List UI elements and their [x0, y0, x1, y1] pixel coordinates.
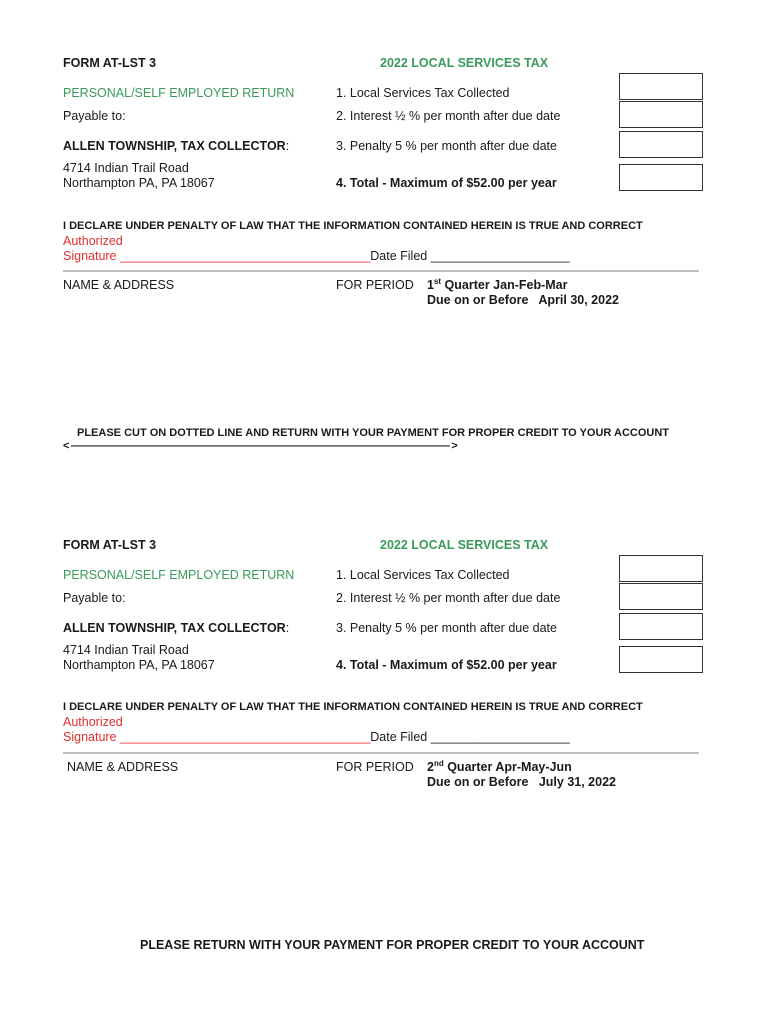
quarter-label: [427, 278, 568, 292]
due-label: Due on or Before: [427, 775, 529, 789]
date-filed-label: Date Filed ____________________: [370, 730, 570, 744]
line-4-label: 4. Total - Maximum of $52.00 per year: [336, 176, 557, 190]
collector-name: [63, 621, 289, 635]
line-3-label: 3. Penalty 5 % per month after due date: [336, 139, 557, 153]
quarter-text: Quarter Apr-May-Jun: [443, 760, 572, 774]
authorized-label: Authorized: [63, 234, 123, 248]
tax-collected-field[interactable]: [619, 555, 703, 582]
quarter-number: 2: [427, 760, 434, 774]
quarter-text: Quarter Jan-Feb-Mar: [441, 278, 568, 292]
return-type: PERSONAL/SELF EMPLOYED RETURN: [63, 86, 295, 100]
cut-line: < –––––––––––––––––––––––––––––––––––––––––––––––––––––––––––––––––––––––––– >: [63, 440, 457, 452]
for-period-label: FOR PERIOD: [336, 278, 414, 292]
signature-label: Signature ____________________________________: [63, 730, 371, 744]
authorized-label: Authorized: [63, 715, 123, 729]
quarter-suffix: nd: [433, 758, 444, 768]
for-period-label: FOR PERIOD: [336, 760, 414, 774]
line-2-label: 2. Interest ½ % per month after due date: [336, 109, 561, 123]
collector-name: [63, 139, 289, 153]
due-label: Due on or Before: [427, 293, 529, 307]
form-code: FORM AT-LST 3: [63, 56, 157, 70]
quarter-label: [427, 760, 572, 774]
collector-colon: :: [285, 621, 290, 635]
interest-field[interactable]: [619, 101, 703, 128]
address-line-1: 4714 Indian Trail Road: [63, 161, 189, 175]
line-4-label: 4. Total - Maximum of $52.00 per year: [336, 658, 557, 672]
form-code: FORM AT-LST 3: [63, 538, 157, 552]
signature-line[interactable]: [63, 730, 570, 744]
collector-name-text: ALLEN TOWNSHIP, TAX COLLECTOR: [63, 139, 286, 153]
payable-to-label: Payable to:: [63, 109, 126, 123]
total-field[interactable]: [619, 164, 703, 191]
line-1-label: 1. Local Services Tax Collected: [336, 86, 510, 100]
payable-to-label: Payable to:: [63, 591, 126, 605]
interest-field[interactable]: [619, 583, 703, 610]
line-1-label: 1. Local Services Tax Collected: [336, 568, 510, 582]
name-address-label: NAME & ADDRESS: [63, 278, 175, 292]
address-line-1: 4714 Indian Trail Road: [63, 643, 189, 657]
tax-collected-field[interactable]: [619, 73, 703, 100]
divider: [63, 270, 699, 272]
divider: [63, 752, 699, 754]
due-date: July 31, 2022: [538, 775, 616, 789]
collector-name-text: ALLEN TOWNSHIP, TAX COLLECTOR: [63, 621, 286, 635]
penalty-field[interactable]: [619, 131, 703, 158]
footer-instruction: PLEASE RETURN WITH YOUR PAYMENT FOR PROPER CREDIT TO YOUR ACCOUNT: [140, 938, 645, 952]
penalty-field[interactable]: [619, 613, 703, 640]
name-address-label: NAME & ADDRESS: [67, 760, 179, 774]
due-date: April 30, 2022: [538, 293, 619, 307]
date-filed-label: Date Filed ____________________: [370, 249, 570, 263]
cut-instruction: PLEASE CUT ON DOTTED LINE AND RETURN WITH YOUR PAYMENT FOR PROPER CREDIT TO YOUR ACCOUNT: [77, 427, 669, 439]
address-line-2: Northampton PA, PA 18067: [63, 176, 215, 190]
address-line-2: Northampton PA, PA 18067: [63, 658, 215, 672]
due-date-line: [427, 775, 616, 789]
declaration: I DECLARE UNDER PENALTY OF LAW THAT THE INFORMATION CONTAINED HEREIN IS TRUE AND CORRECT: [63, 701, 643, 713]
quarter-suffix: st: [433, 276, 442, 286]
collector-colon: :: [285, 139, 290, 153]
declaration: I DECLARE UNDER PENALTY OF LAW THAT THE INFORMATION CONTAINED HEREIN IS TRUE AND CORRECT: [63, 220, 643, 232]
tax-title: 2022 LOCAL SERVICES TAX: [380, 56, 549, 70]
signature-label: Signature ____________________________________: [63, 249, 371, 263]
line-3-label: 3. Penalty 5 % per month after due date: [336, 621, 557, 635]
signature-line[interactable]: [63, 249, 570, 263]
line-2-label: 2. Interest ½ % per month after due date: [336, 591, 561, 605]
return-type: PERSONAL/SELF EMPLOYED RETURN: [63, 568, 295, 582]
total-field[interactable]: [619, 646, 703, 673]
quarter-number: 1: [427, 278, 434, 292]
tax-title: 2022 LOCAL SERVICES TAX: [380, 538, 549, 552]
due-date-line: [427, 293, 619, 307]
